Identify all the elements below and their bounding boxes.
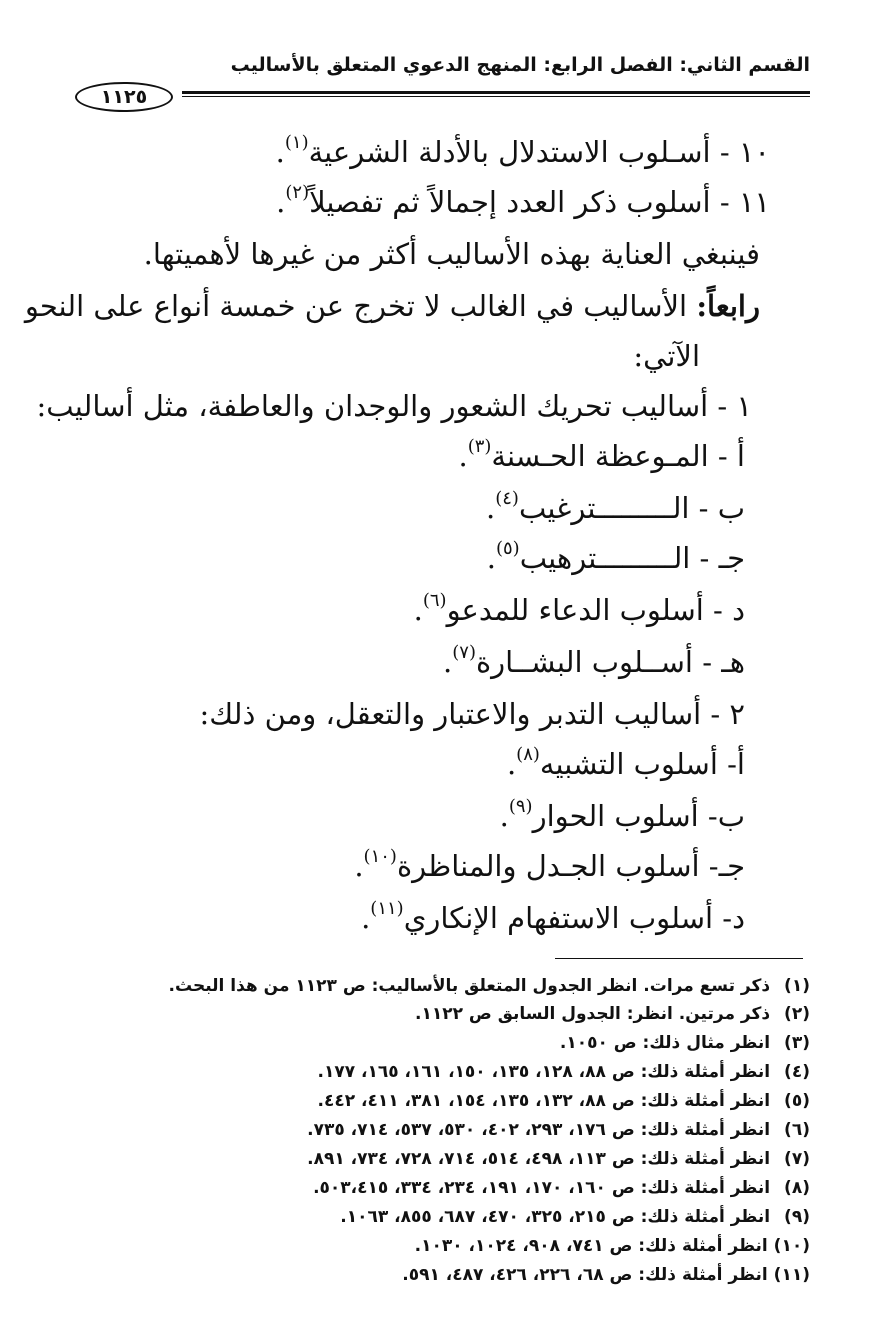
list-item-text: ١٠ - أسـلوب الاستدلال بالأدلة الشرعية <box>308 135 770 169</box>
footnote-text: ذكر تسع مرات. انظر الجدول المتعلق بالأساليب: ص ١١٢٣ من هذا البحث. <box>168 976 771 996</box>
group2-item-b: ب- أسلوب الحوار$^{(٩)}$. <box>499 796 745 833</box>
footnote-5 <box>317 1093 810 1110</box>
group1-item-e: هـ - أســلوب البشــارة$^{(٧)}$. <box>443 642 745 679</box>
footnote-number: (٢) <box>784 1004 810 1024</box>
running-header: القسم الثاني: الفصل الرابع: المنهج الدعوي المتعلق بالأساليب <box>230 54 810 76</box>
footnote-7 <box>307 1151 810 1168</box>
group2-item-a: أ- أسلوب التشبيه$^{(٨)}$. <box>506 744 745 781</box>
footnote-ref: (٤) <box>495 488 519 509</box>
list-item-text: أ- أسلوب التشبيه <box>539 747 745 781</box>
list-item-text: جـ - الـــــــــترهيب <box>519 541 745 575</box>
footnote-number: (١١) <box>773 1265 810 1285</box>
footnote-text: ذكر مرتين. انظر: الجدول السابق ص ١١٢٢. <box>415 1004 771 1024</box>
footnote-2 <box>415 1006 810 1023</box>
group1-item-a: أ - المـوعظة الحـسنة$^{(٣)}$. <box>458 436 745 473</box>
page-number: ١١٢٥ <box>75 82 173 112</box>
group1-item-b: ب - الـــــــــترغيب$^{(٤)}$. <box>486 488 745 525</box>
footnote-ref: (٦) <box>422 590 447 611</box>
footnote-text: انظر أمثلة ذلك: ص ١١٣، ٤٩٨، ٥١٤، ٧١٤، ٧٢٨، ٧٣٤، ٨٩١. <box>307 1149 771 1169</box>
list-item-text: ب - الـــــــــترغيب <box>518 491 745 525</box>
header-rule <box>182 91 810 97</box>
footnote-text: انظر أمثلة ذلك: ص ١٦٠، ١٧٠، ١٩١، ٢٣٤، ٣٣٤، ٥٠٣،٤١٥. <box>313 1178 771 1198</box>
footnote-ref: (٨) <box>516 744 540 765</box>
footnote-number: (٥) <box>784 1091 810 1111</box>
group1-title: ١ - أساليب تحريك الشعور والوجدان والعاطفة، مثل أساليب: <box>36 389 752 423</box>
footnote-6 <box>307 1122 810 1139</box>
list-item-text: جـ- أسلوب الجـدل والمناظرة <box>396 849 745 883</box>
footnote-10 <box>415 1238 810 1255</box>
group2-title: ٢ - أساليب التدبر والاعتبار والتعقل، ومن ذلك: <box>199 697 745 731</box>
importance-paragraph: فينبغي العناية بهذه الأساليب أكثر من غيرها لأهميتها. <box>143 237 760 271</box>
footnote-number: (١٠) <box>773 1236 810 1256</box>
footnote-text: انظر أمثلة ذلك: ص ٨٨، ١٣٢، ١٣٥، ١٥٤، ٣٨١، ٤١١، ٤٤٢. <box>317 1091 771 1111</box>
group2-item-d: د- أسلوب الاستفهام الإنكاري$^{(١١)}$. <box>361 898 745 935</box>
footnote-ref: (١) <box>284 132 309 153</box>
list-item-10: ١٠ - أسـلوب الاستدلال بالأدلة الشرعية$^{(١)}$. <box>275 132 770 169</box>
footnote-ref: (٥) <box>495 538 520 559</box>
footnote-ref: (٧) <box>452 642 476 663</box>
footnote-number: (٦) <box>784 1120 810 1140</box>
footnote-text: انظر مثال ذلك: ص ١٠٥٠. <box>559 1033 771 1053</box>
footnote-text: انظر أمثلة ذلك: ص ٧٤١، ٩٠٨، ١٠٢٤، ١٠٣٠. <box>414 1236 768 1256</box>
list-item-text: ب- أسلوب الحوار <box>532 799 745 833</box>
footnote-ref: (٣) <box>467 436 492 457</box>
list-item-11: ١١ - أسلوب ذكر العدد إجمالاً ثم تفصيلاً$^{(٢)}$. <box>276 182 770 219</box>
footnote-text: انظر أمثلة ذلك: ص ٦٨، ٢٢٦، ٤٢٦، ٤٨٧، ٥٩١. <box>402 1265 768 1285</box>
footnote-number: (١) <box>784 976 810 996</box>
list-item-text: د - أسلوب الدعاء للمدعو <box>446 593 745 627</box>
footnote-3 <box>560 1035 810 1052</box>
group2-item-c: جـ- أسلوب الجـدل والمناظرة$^{(١٠)}$. <box>354 846 745 883</box>
footnote-number: (٣) <box>784 1033 810 1053</box>
group1-item-c: جـ - الـــــــــترهيب$^{(٥)}$. <box>486 538 745 575</box>
footnote-text: انظر أمثلة ذلك: ص ٨٨، ١٢٨، ١٣٥، ١٥٠، ١٦١، ١٦٥، ١٧٧. <box>317 1062 771 1082</box>
fourth-point-lead: رابعاً: <box>696 289 760 323</box>
list-item-text: د- أسلوب الاستفهام الإنكاري <box>403 901 745 935</box>
fourth-point-text: الأساليب في الغالب لا تخرج عن خمسة أنواع على النحو <box>24 289 697 323</box>
footnote-number: (٩) <box>784 1207 810 1227</box>
fourth-point-continuation: الآتي: <box>633 339 700 373</box>
footnote-8 <box>313 1180 810 1197</box>
footnote-4 <box>317 1064 810 1081</box>
group1-item-d: د - أسلوب الدعاء للمدعو$^{(٦)}$. <box>413 590 745 627</box>
footnote-ref: (١١) <box>370 898 404 919</box>
footnote-separator <box>555 958 803 959</box>
footnote-text: انظر أمثلة ذلك: ص ٢١٥، ٣٢٥، ٤٧٠، ٦٨٧، ٨٥٥، ١٠٦٣. <box>340 1207 771 1227</box>
footnote-number: (٨) <box>784 1178 810 1198</box>
footnote-text: انظر أمثلة ذلك: ص ١٧٦، ٢٩٣، ٤٠٢، ٥٣٠، ٥٣٧، ٧١٤، ٧٣٥. <box>307 1120 771 1140</box>
footnote-11 <box>402 1267 810 1284</box>
footnote-ref: (٩) <box>508 796 533 817</box>
fourth-point <box>24 289 760 323</box>
footnote-9 <box>340 1209 810 1226</box>
footnote-number: (٧) <box>784 1149 810 1169</box>
list-item-text: ١١ - أسلوب ذكر العدد إجمالاً ثم تفصيلاً <box>309 185 770 219</box>
footnote-1 <box>169 978 810 995</box>
footnote-number: (٤) <box>784 1062 810 1082</box>
list-item-text: هـ - أســلوب البشــارة <box>475 645 745 679</box>
footnote-ref: (٢) <box>285 182 310 203</box>
list-item-text: أ - المـوعظة الحـسنة <box>491 439 745 473</box>
footnote-ref: (١٠) <box>363 846 397 867</box>
